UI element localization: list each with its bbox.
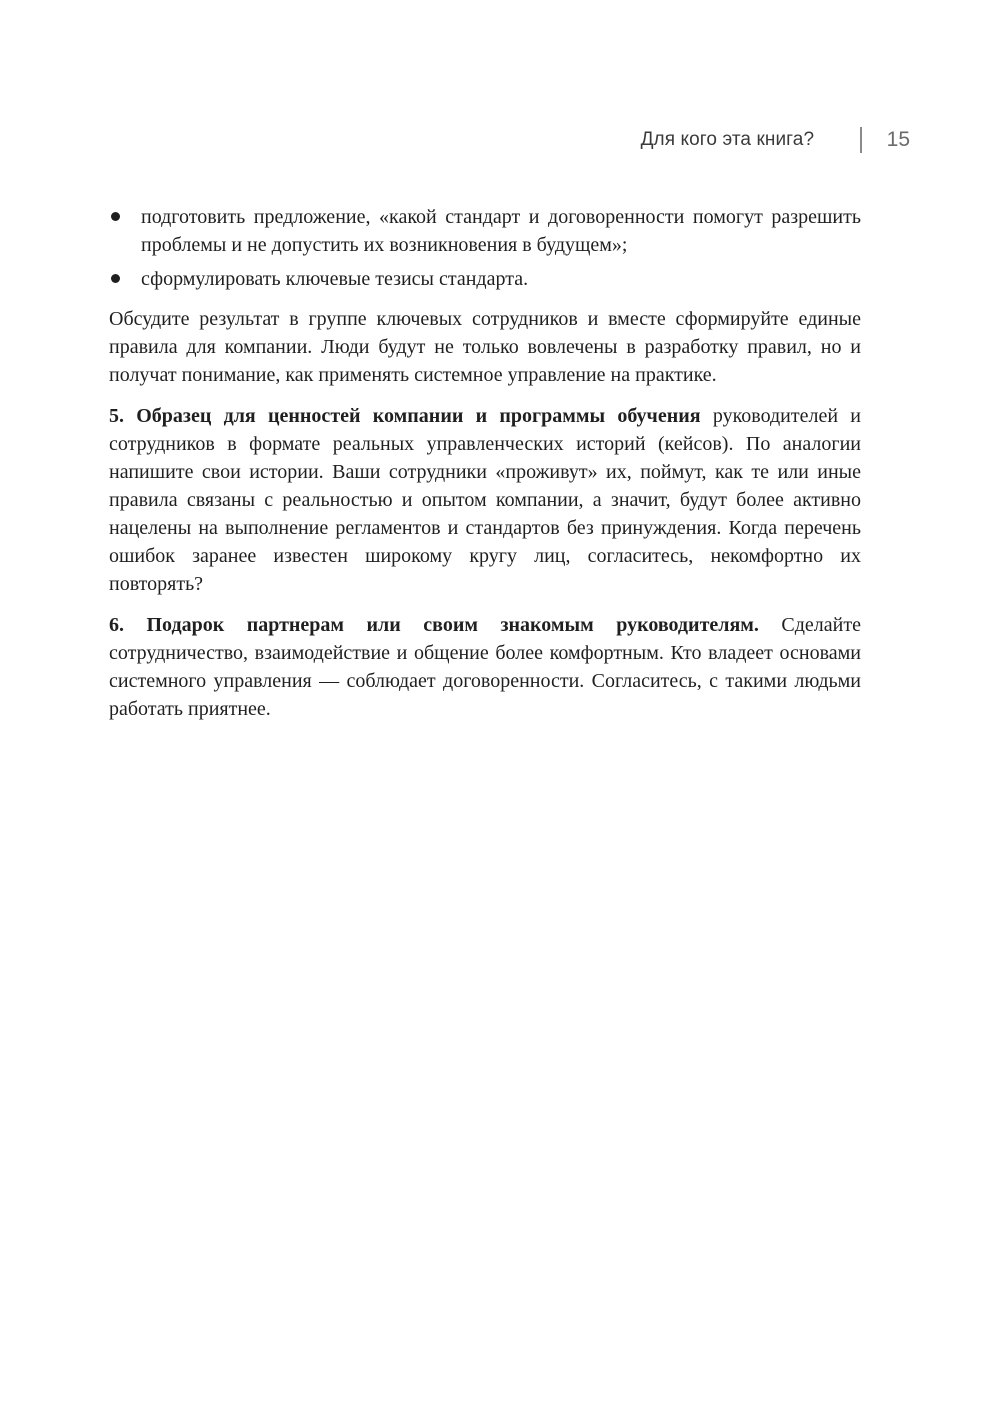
page-body: [109, 203, 861, 736]
page-number: 15: [886, 128, 910, 151]
paragraph-item-5: [109, 402, 861, 598]
bullet-item: [109, 265, 861, 293]
bullet-list: [109, 203, 861, 293]
bullet-text: подготовить предложение, «какой стандарт и договоренности помогут разрешить проблемы и не допустить их возникновения в будущем»;: [141, 206, 861, 256]
bullet-icon: [111, 274, 120, 283]
item-5-text: руководителей и сотрудников в формате реальных управленческих историй (кейсов). По аналогии напишите свои истории. Ваши сотрудники «проживут» их, поймут, как те или иные правила связаны с реальностью и опытом компании, а значит, будут более активно нацелены на выполнение регламентов и стандартов без принуждения. Когда перечень ошибок заранее известен широкому кругу лиц, согласитесь, некомфортно их повторять?: [109, 405, 861, 595]
item-6-heading: 6. Подарок партнерам или своим знакомым руководителям.: [109, 614, 759, 636]
paragraph-item-6: [109, 611, 861, 723]
running-head: [560, 124, 910, 156]
bullet-item: [109, 203, 861, 259]
header-divider: [860, 127, 862, 153]
item-5-heading: 5. Образец для ценностей компании и программы обучения: [109, 405, 701, 427]
item-6-text: Сделайте сотрудничество, взаимодействие и общение более комфортным. Кто владеет основами системного управления — соблюдает договоренности. Согласитесь, с такими людьми работать приятнее.: [109, 614, 861, 720]
running-title: Для кого эта книга?: [640, 129, 815, 150]
paragraph-discuss: Обсудите результат в группе ключевых сотрудников и вместе сформируйте единые правила для компании. Люди будут не только вовлечены в разработку правил, но и получат понимание, как применять системное управление на практике.: [109, 308, 861, 386]
bullet-text: сформулировать ключевые тезисы стандарта.: [141, 268, 529, 290]
bullet-icon: [111, 212, 120, 221]
